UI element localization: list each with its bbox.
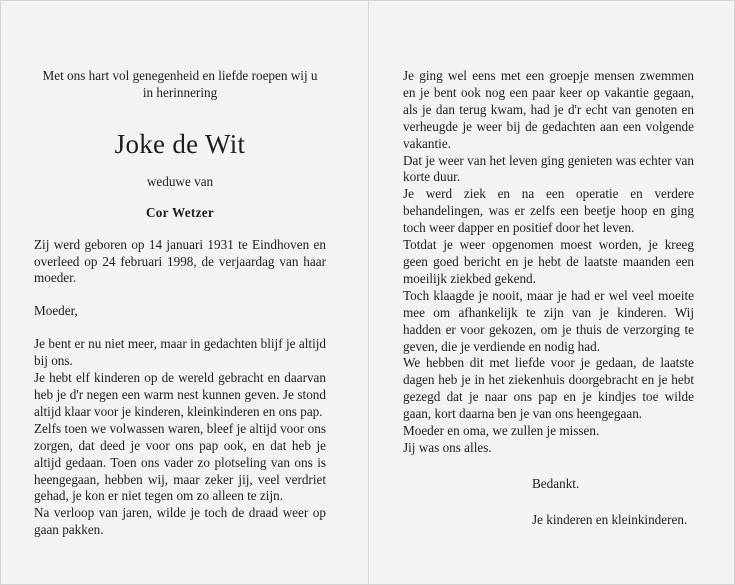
- paragraph: Je hebt elf kinderen op de wereld gebracht en daarvan heb je d'r negen een warm nest kunnen geven. Je stond altijd klaar voor je kinderen, kleinkinderen en ons pap.: [34, 370, 326, 419]
- fold-line: [368, 1, 369, 584]
- spouse-name: Cor Wetzer: [145, 204, 215, 220]
- thanks-text: Bedankt.: [532, 475, 580, 491]
- paragraph: Jij was ons alles.: [403, 439, 492, 455]
- paragraph: We hebben dit met liefde voor je gedaan, de laatste dagen heb je in het ziekenhuis doorgebracht en je hebt gezegd dat je naar ons pap en je kindjes toe wilde gaan, kort daarna ben je van ons heengegaan.: [403, 355, 694, 422]
- paragraph: Na verloop van jaren, wilde je toch de draad weer op gaan pakken.: [34, 505, 326, 538]
- paragraph: Je ging wel eens met een groepje mensen zwemmen en je bent ook nog een paar keer op vakantie gegaan, als je dan terug kwam, had je d'r echt van genoten en verheugde je weer bij de gedachten aan een volgende vakantie.: [403, 68, 694, 151]
- widow-of-label: weduwe van: [146, 173, 214, 189]
- paragraph: Moeder en oma, we zullen je missen.: [403, 423, 600, 439]
- signature-text: Je kinderen en kleinkinderen.: [532, 511, 688, 527]
- birth-death-text: Zij werd geboren op 14 januari 1931 te Eindhoven en overleed op 24 februari 1998, de verjaardag van haar moeder.: [34, 236, 326, 286]
- deceased-name: Joke de Wit: [114, 128, 246, 159]
- right-page: [403, 68, 694, 529]
- salutation: Moeder,: [34, 303, 78, 319]
- left-page: [34, 68, 326, 539]
- paragraph: Zelfs toen we volwassen waren, bleef je altijd voor ons zorgen, dat deed je voor ons pap ook, en dat heb je altijd gedaan. Toen ons vader zo plotseling van ons is heengegaan, hebben wij, maar zeker jij, veel verdriet gehad, je kon er niet tegen om zo alleen te zijn.: [34, 420, 326, 504]
- paragraph: Totdat je weer opgenomen moest worden, je kreeg geen goed bericht en je hebt de laatste maanden een moeilijk ziekbed gekend.: [403, 237, 694, 286]
- intro-text: Met ons hart vol genegenheid en liefde roepen wij u in herinnering: [42, 68, 318, 100]
- paragraph: Je werd ziek en na een operatie en verdere behandelingen, was er zelfs een beetje hoop en ging toch weer dapper en positief door het leven.: [403, 186, 694, 236]
- paragraph: Dat je weer van het leven ging genieten was echter van korte duur.: [403, 152, 694, 185]
- paragraph: Toch klaagde je nooit, maar je had er wel veel moeite mee om afhankelijk te zijn van je kinderen. Wij hadden er voor gekozen, om je thuis de verzorging te geven, die je verdiende en nodig had.: [403, 287, 694, 354]
- paragraph: Je bent er nu niet meer, maar in gedachten blijf je altijd bij ons.: [34, 336, 326, 369]
